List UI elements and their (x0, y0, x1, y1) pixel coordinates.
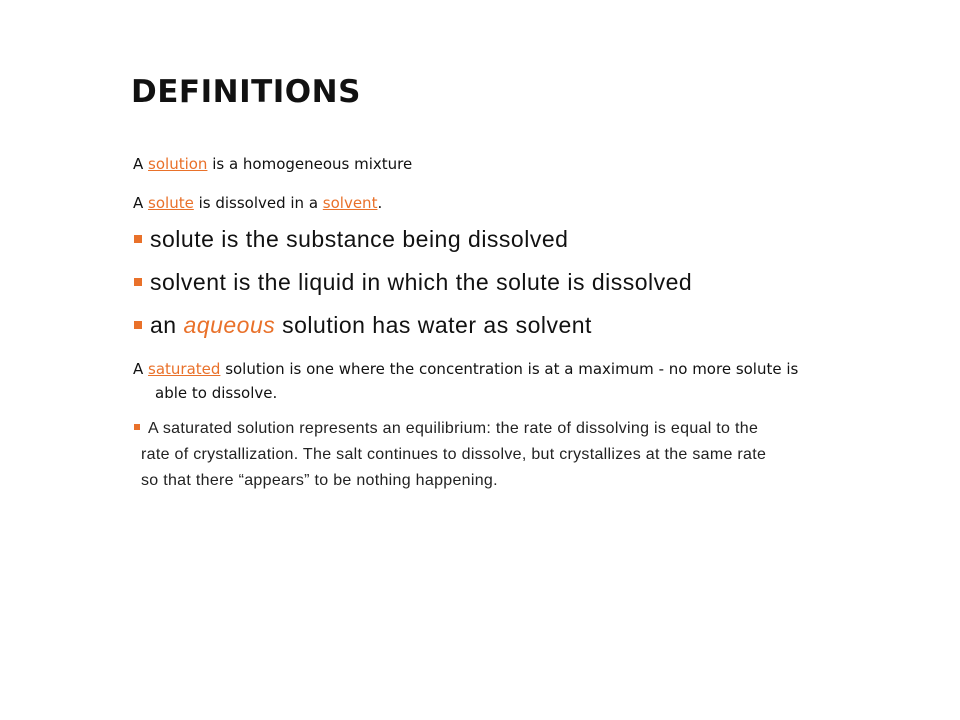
def-text: is dissolved in a (193, 194, 323, 212)
def-text-continued: able to dissolve. (155, 384, 278, 402)
sub-bullet-line3: so that there “appears” to be nothing happening. (141, 472, 498, 489)
def-prefix: A (133, 360, 149, 378)
definition-saturated (133, 357, 933, 405)
term-solute-link[interactable]: solute (148, 194, 194, 212)
bullet-aqueous (134, 312, 924, 339)
square-bullet-icon (134, 235, 142, 243)
def-end: . (377, 194, 383, 212)
bullet-text: solution has water as solvent (275, 312, 592, 338)
bullet-prefix: an (150, 312, 184, 338)
bullet-solvent (134, 269, 924, 296)
def-text: solution is one where the concentration is at a maximum - no more solute is (220, 360, 799, 378)
sub-bullet-line2: rate of crystallization. The salt continues to dissolve, but crystallizes at the same rate (141, 446, 767, 463)
term-solvent-link[interactable]: solvent (322, 194, 378, 212)
term-solution-link[interactable]: solution (148, 155, 208, 173)
def-text: is a homogeneous mixture (207, 155, 413, 173)
square-bullet-icon (134, 278, 142, 286)
term-saturated-link[interactable]: saturated (148, 360, 221, 378)
slide-title: DEFINITIONS (131, 74, 361, 110)
square-bullet-icon (134, 424, 140, 430)
definition-solute-solvent (133, 191, 933, 215)
bullet-text: solvent is the liquid in which the solute is dissolved (150, 269, 693, 295)
sub-bullet-line1: A saturated solution represents an equilibrium: the rate of dissolving is equal to the (148, 420, 759, 437)
definition-solution (133, 152, 933, 176)
def-prefix: A (133, 155, 149, 173)
term-aqueous: aqueous (183, 312, 276, 338)
def-prefix: A (133, 194, 149, 212)
square-bullet-icon (134, 321, 142, 329)
bullet-text: solute is the substance being dissolved (150, 226, 569, 252)
bullet-solute (134, 226, 924, 253)
sub-bullet-equilibrium (134, 416, 924, 494)
